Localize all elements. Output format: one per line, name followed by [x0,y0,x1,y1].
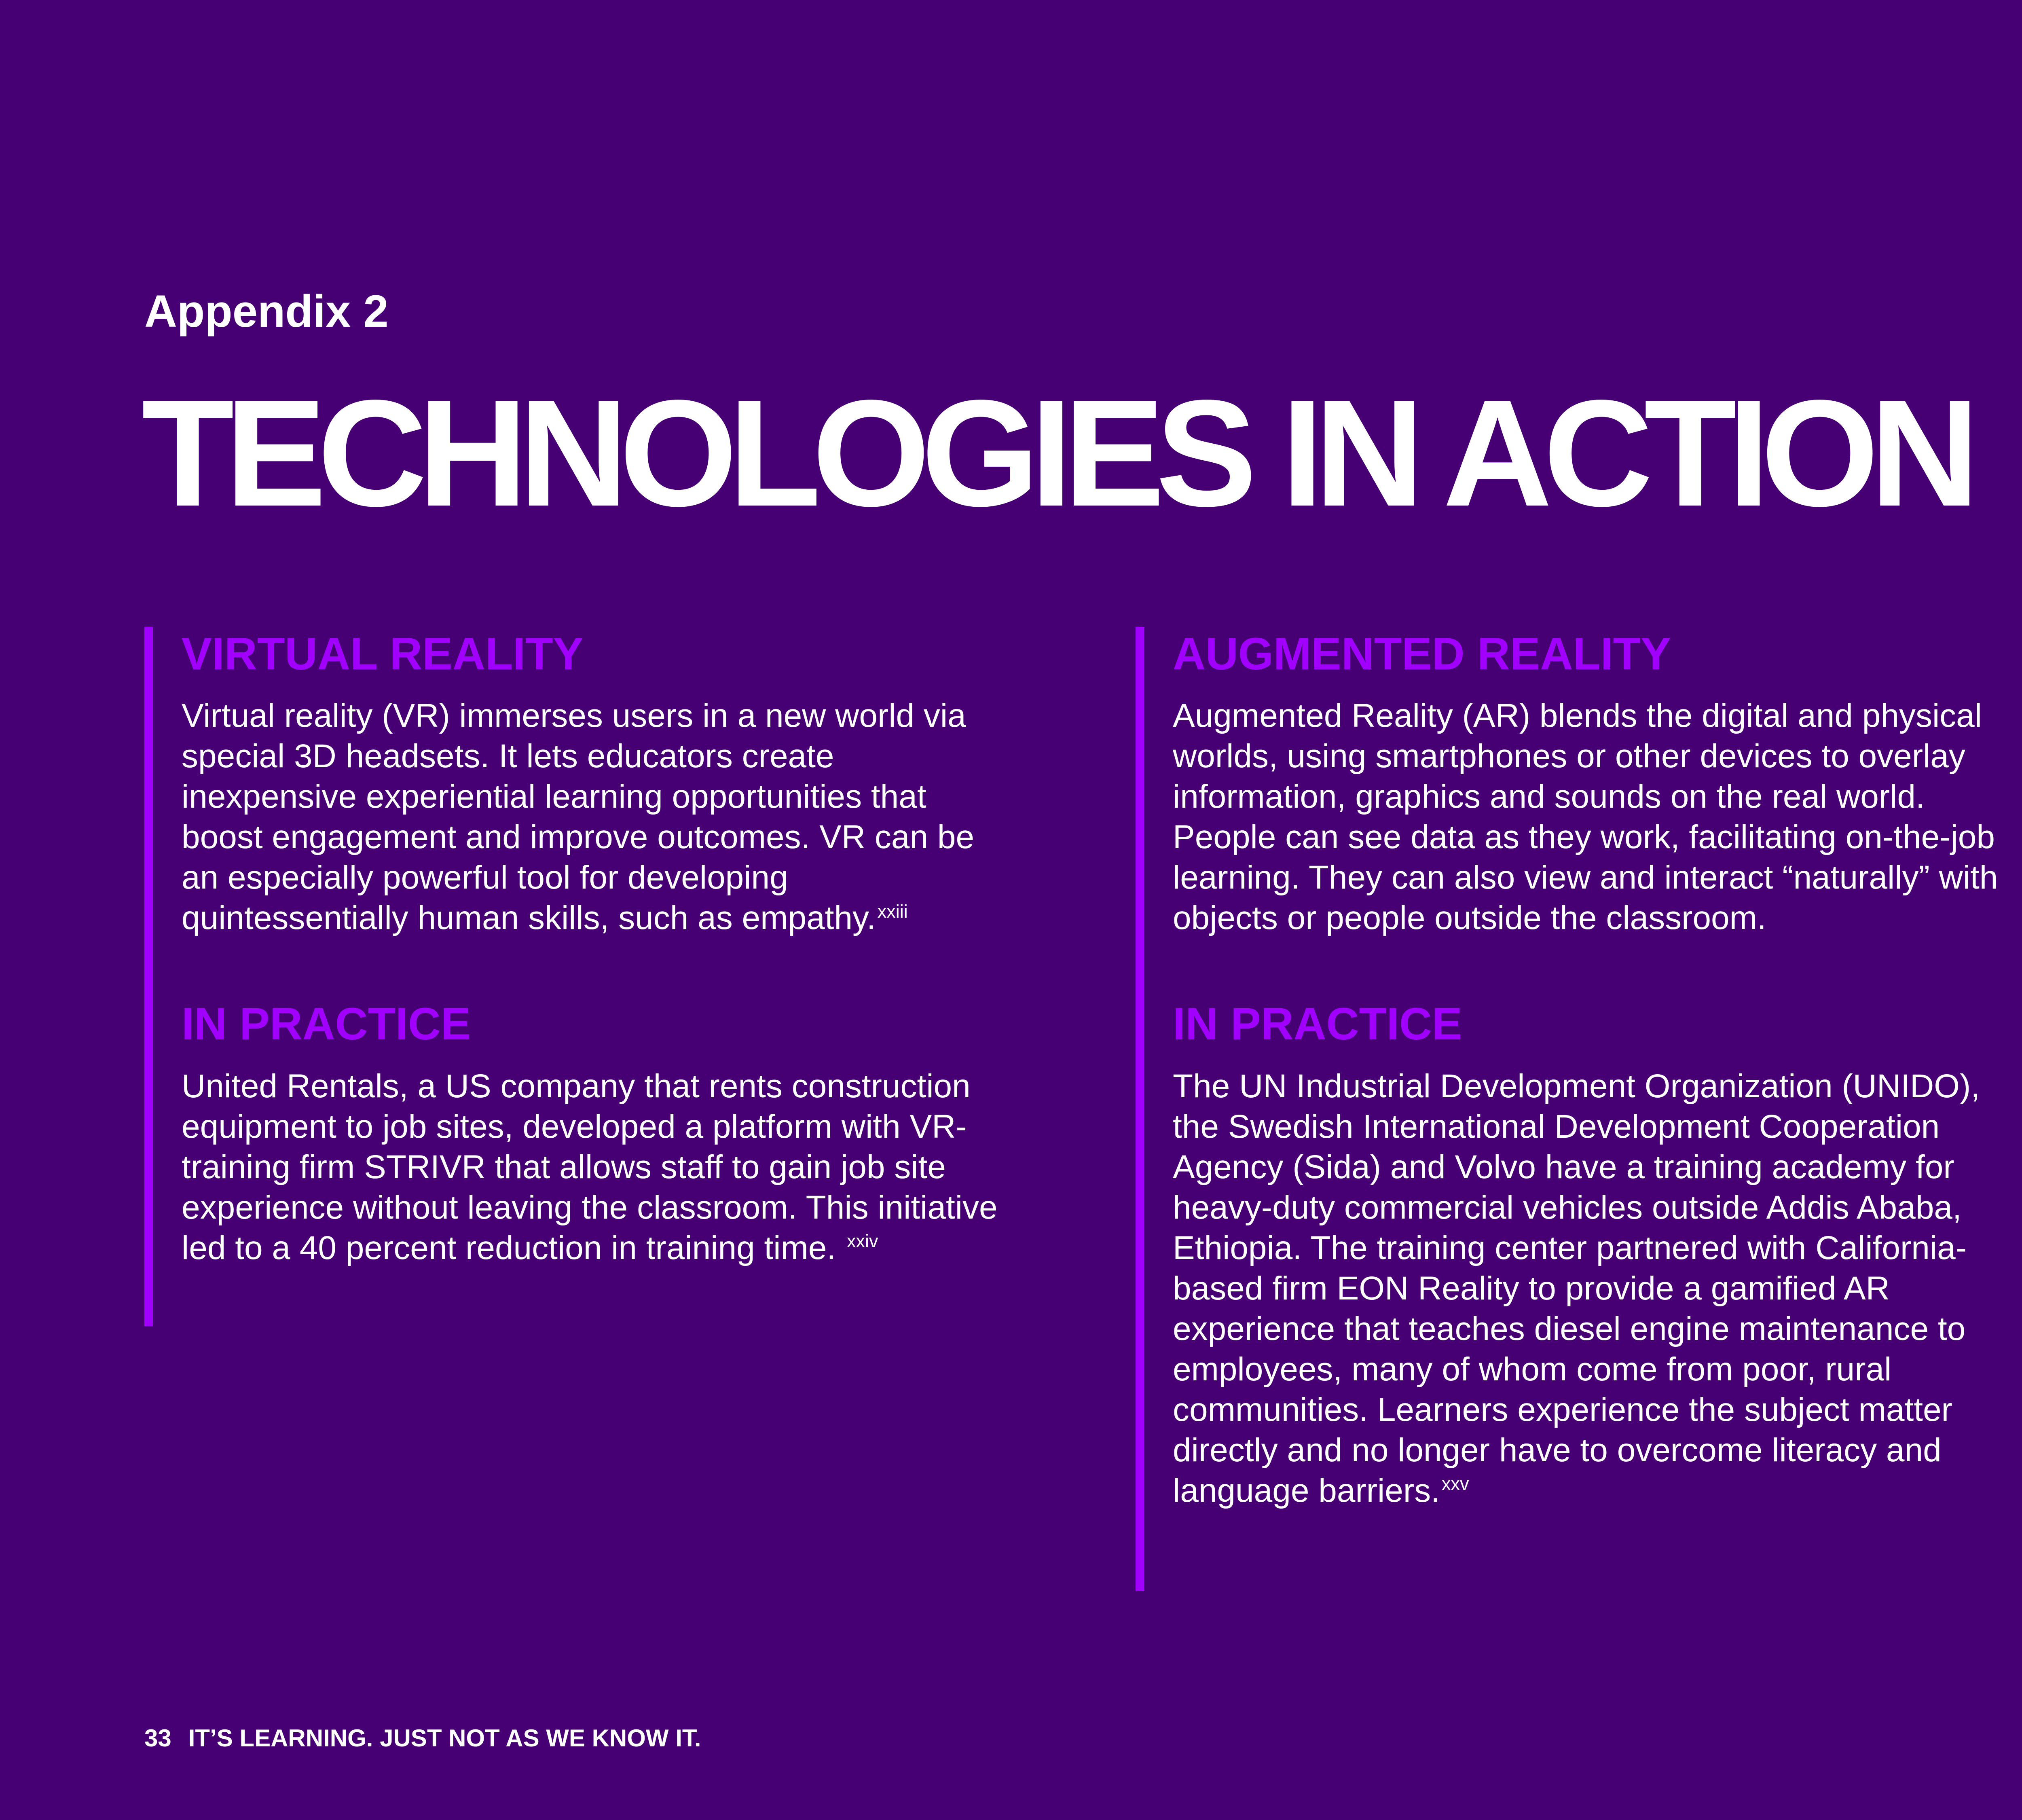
augmented-reality-section [1136,627,2022,1591]
augmented-reality-heading: AUGMENTED REALITY [1173,629,1671,679]
virtual-reality-heading: VIRTUAL REALITY [182,629,584,679]
virtual-reality-practice-footnote-ref: xxiv [846,1231,878,1252]
virtual-reality-footnote-ref: xxiii [877,901,908,922]
augmented-reality-practice-heading: IN PRACTICE [1173,999,1462,1050]
augmented-reality-practice-text: The UN Industrial Development Organization (UNIDO), the Swedish International Development Cooperation Agency (Sida) and Volvo have a training academy for heavy-duty commercial vehicles outside Addis Ababa, Ethiopia. The training center partnered with California-based firm EON Reality to provide a gamified AR experience that teaches diesel engine maintenance to employees, many of whom come from poor, rural communities. Learners experience the subject matter directly and no longer have to overcome literacy and language barriers. [1173,1067,1980,1509]
virtual-reality-practice-heading: IN PRACTICE [182,999,471,1050]
page-footer [144,1724,701,1752]
appendix-label: Appendix 2 [144,286,389,336]
virtual-reality-section [144,627,1002,1326]
augmented-reality-practice-footnote-ref: xxv [1441,1473,1469,1494]
augmented-reality-practice-body [1173,1066,2022,1511]
virtual-reality-text: Virtual reality (VR) immerses users in a new world via special 3D headsets. It lets educators create inexpensive experiential learning opportunities that boost engagement and improve outcomes. VR can be an especially powerful tool for developing quintessentially human skills, such as empathy. [182,697,975,937]
virtual-reality-practice-body [182,1066,1002,1268]
page-title: TECHNOLOGIES IN ACTION [142,369,1971,538]
footer-tagline: IT’S LEARNING. JUST NOT AS WE KNOW IT. [188,1725,701,1752]
virtual-reality-practice-text: United Rentals, a US company that rents construction equipment to job sites, developed a platform with VR-training firm STRIVR that allows staff to gain job site experience without leaving the classroom. This initiative led to a 40 percent reduction in training time. [182,1067,998,1266]
page-number: 33 [144,1725,171,1752]
virtual-reality-body [182,696,1002,938]
augmented-reality-body: Augmented Reality (AR) blends the digital and physical worlds, using smartphones or other devices to overlay information, graphics and sounds on the real world. People can see data as they work, facilitating on-the-job learning. They can also view and interact “naturally” with objects or people outside the classroom. [1173,697,1998,937]
